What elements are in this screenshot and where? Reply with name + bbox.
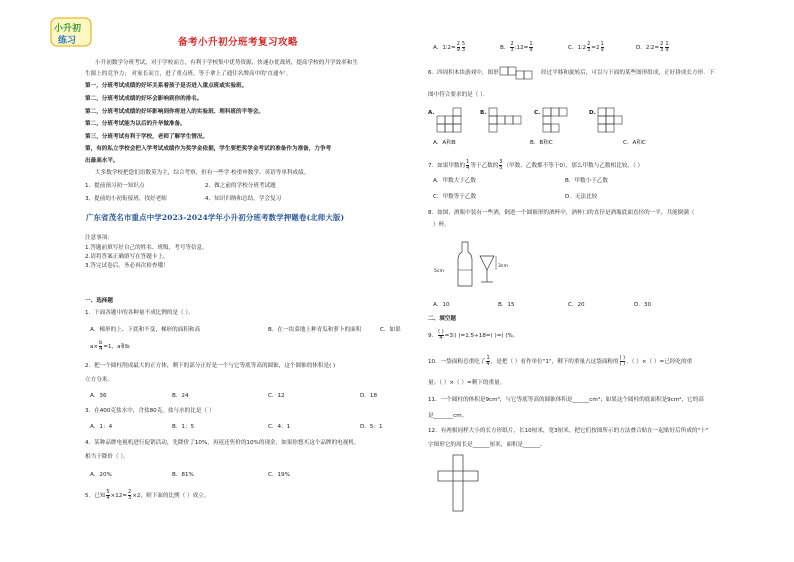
option: D．18 xyxy=(360,393,378,399)
guide-point: 出最高水平。 xyxy=(85,158,119,164)
guide-paragraph: 大多数学校把您们语数英为主，综合考察，但有一些学 校重申数学、英语等单科成绩。 xyxy=(95,170,310,176)
q6-figure-b xyxy=(489,108,525,132)
guide-tip: 4、知识归纳和总结，学会复习 xyxy=(205,196,282,202)
question-8: 8．如图，酒瓶中装有一些酒，倒进一个圆锥形的酒杯中，酒杯口的直径是酒瓶底面直径的一半，共能倒满（ xyxy=(428,210,695,216)
option: C．12 xyxy=(268,393,285,399)
guide-point: 第二，分班考试成绩的好坏影响到你将进入的实验班、理科班的平等会。 xyxy=(85,109,265,115)
brand-logo xyxy=(50,17,92,47)
question-9: 9． $\frac{( )}{4}$ =3∶( )=1.5÷18=( )=( )%。 xyxy=(428,329,519,341)
q5-option-b: B． $\frac{2}{3}$ :12= $\frac{1}{9}$ xyxy=(500,41,533,53)
q5-option-a: A．1∶2= $\frac{2}{9}$ $\frac{5}{3}$ xyxy=(433,41,466,53)
bottle-height-label: 5cm xyxy=(434,269,444,274)
guide-intro: 小升初数学分班考试，对于学校而言，有利于学校集中优势资源，快速办优战班，提高学校的升学效率和生 xyxy=(95,60,358,66)
notes-heading: 注意事项： xyxy=(85,235,113,241)
note-item: 3.答完试卷后，务必再次检查哦！ xyxy=(85,263,169,269)
option: C．甲数等于乙数 xyxy=(433,194,477,200)
question-12-cont: 字图形它的周长是______厘米，面积是______。 xyxy=(428,442,546,448)
question-7: 7．如果甲数的 $\frac{1}{4}$ 等于乙数的 $\frac{3}{5}$ （甲数、乙数都不等于0），那么甲数与乙数相比较，（ ） xyxy=(428,159,644,171)
guide-intro-2: 生源上的竞争力； 对家长而言，进了重点班，等于拿上了通往名牌高中的'直通车'。 xyxy=(85,71,292,77)
q5-option-d: D．2∶2= $\frac{2}{3}$ $\frac{1}{9}$ xyxy=(636,41,669,53)
q6-label-d: D. xyxy=(589,110,596,116)
option: A．1：4 xyxy=(90,424,113,430)
option: B．1：5 xyxy=(172,424,195,430)
option: A．10 xyxy=(433,302,450,308)
q6-label-a: A. xyxy=(428,110,435,116)
question-6-cont: 图中符合要求的是（ ）． xyxy=(428,92,489,98)
exam-title: 广东省茂名市重点中学2023-2024学年小升初分班考数学押题卷(北师大版) xyxy=(86,213,345,222)
section-heading: 二、填空题 xyxy=(428,316,456,322)
option: C．20 xyxy=(568,302,585,308)
guide-point: 第三，分班考试有利于学校，老师了解学生情况。 xyxy=(85,134,209,140)
question-2: 2．把一个圆柱削成最大的正方体，剩下的部分正好是一个与它等底等高的圆锥，这个圆锥的体积是( ) xyxy=(85,363,336,369)
guide-tip: 2、做之前的学校分班考试题 xyxy=(205,183,276,189)
question-8-cont: ）杯。 xyxy=(433,222,450,228)
question-6: 6．四周积木块游戏中，图形 xyxy=(428,70,499,76)
guide-title: 备考小升初分班考复习攻略 xyxy=(178,37,299,48)
option: D．无法比较 xyxy=(565,194,598,200)
question-5: 5．已知 $\frac{5}{4}$ ×12= $\frac{2}{3}$ ×2，则下面的比例（ ）成立。 xyxy=(85,489,210,501)
q6-label-c: C. xyxy=(534,110,541,116)
option: D．30 xyxy=(634,302,652,308)
question-2-cont: 立方分米。 xyxy=(85,377,113,383)
q6-label-b: B. xyxy=(480,110,487,116)
option: C．A和C xyxy=(623,140,646,146)
option: C．19% xyxy=(268,472,290,478)
option: B．在一块菜地上种青瓜和萝卜的面积 xyxy=(268,327,362,333)
question-6-cont: 经过平移和旋转后，可以与下面的某些图形组成，正好拼成长方形．下 xyxy=(541,70,715,76)
option: A．梯形的上、下底和不变，梯形的面积和高 xyxy=(90,327,201,333)
guide-point: 第一，分班考试成绩的好坏关系着孩子是否进入重点班或实验班。 xyxy=(85,83,248,89)
guide-point: 第二，分班考试成绩的好坏会影响到你的排名。 xyxy=(85,96,203,102)
option: D．5：1 xyxy=(360,424,383,430)
section-heading: 一、选择题 xyxy=(85,298,113,304)
cross-figure xyxy=(438,455,478,511)
question-10-cont: 量；（ ）×（ ）=剩下的重量。 xyxy=(428,380,506,386)
q6-figure-d xyxy=(598,108,634,132)
guide-tip: 3、提前的小初衔接班，找好老师 xyxy=(85,196,167,202)
option: B．24 xyxy=(172,393,189,399)
option: C．如果 xyxy=(380,327,401,333)
option: B．15 xyxy=(498,302,515,308)
q6-figure-c xyxy=(543,108,579,132)
question-11: 11．一个圆柱的体积是9cm³，与它等底等高的圆锥体积是______cm³；如果这个圆柱的底面积是9cm²，它的高 xyxy=(428,397,704,403)
option: A．36 xyxy=(90,393,107,399)
q6-figure-a xyxy=(437,108,473,132)
option: C．4：1 xyxy=(268,424,291,430)
question-4-cont: 相当于降价（ ）。 xyxy=(85,454,129,460)
question-11-cont: 是_______cm。 xyxy=(428,413,468,419)
option: B．甲数小于乙数 xyxy=(565,178,608,184)
note-item: 1.答题前填写好自己的姓名、班级、考号等信息。 xyxy=(85,245,208,251)
question-12: 12．有两根同样大小的长方形纸片，长10厘米，宽3厘米，把它们按图所示的方法叠合贴在一起贴好后所成的"十" xyxy=(428,428,709,434)
guide-point: 第，有的私立学校会把入学考试成绩作为奖学金依据，学生要把奖学金考试的准备作为准备，力争考 xyxy=(85,146,332,152)
question-3: 3．在400克盐水中，含盐80克，盐与水的比是（ ） xyxy=(85,408,215,414)
glass-height-label: 3cm xyxy=(498,264,508,269)
option: A．20% xyxy=(90,472,112,478)
logo-text-2: 练习 xyxy=(58,36,77,46)
note-item: 2.请将答案正确填写在答题卡上。 xyxy=(85,254,169,260)
q6-shape xyxy=(500,67,538,79)
q5-option-c: C．1∶2 $\frac{2}{3}$ =2 $\frac{1}{9}$ xyxy=(568,41,604,53)
logo-text-1: 小升初 xyxy=(54,24,82,34)
option: B．81% xyxy=(172,472,194,478)
option: A．甲数大于乙数 xyxy=(433,178,476,184)
option: B．B和C xyxy=(530,140,553,146)
option: A．A和B xyxy=(433,140,456,146)
guide-point: 第二，分班考试能为以后的升华做准备。 xyxy=(85,121,186,127)
option-d: a× $\frac{b}{4}$ =1，a和b xyxy=(90,340,130,352)
question-4: 4．某种品牌电视机进行促销活动，先降价了10%，再返还售价的10%的现金，如果你想买这个品牌的电视机， xyxy=(85,440,360,446)
question-10: 10．一袋面粉总重吃了 $\frac{1}{4}$ ，是把（ ）看作单位"1"，剩下的重量占这袋面粉的 $\frac{( )}{( )}$ ，（ ）×（ ）=已经吃的重 xyxy=(428,355,693,367)
question-1: 1．下面各题中的各种量不成比例的是（ ）。 xyxy=(85,310,194,316)
guide-tip: 1、提前预习初一知识点 xyxy=(85,183,145,189)
